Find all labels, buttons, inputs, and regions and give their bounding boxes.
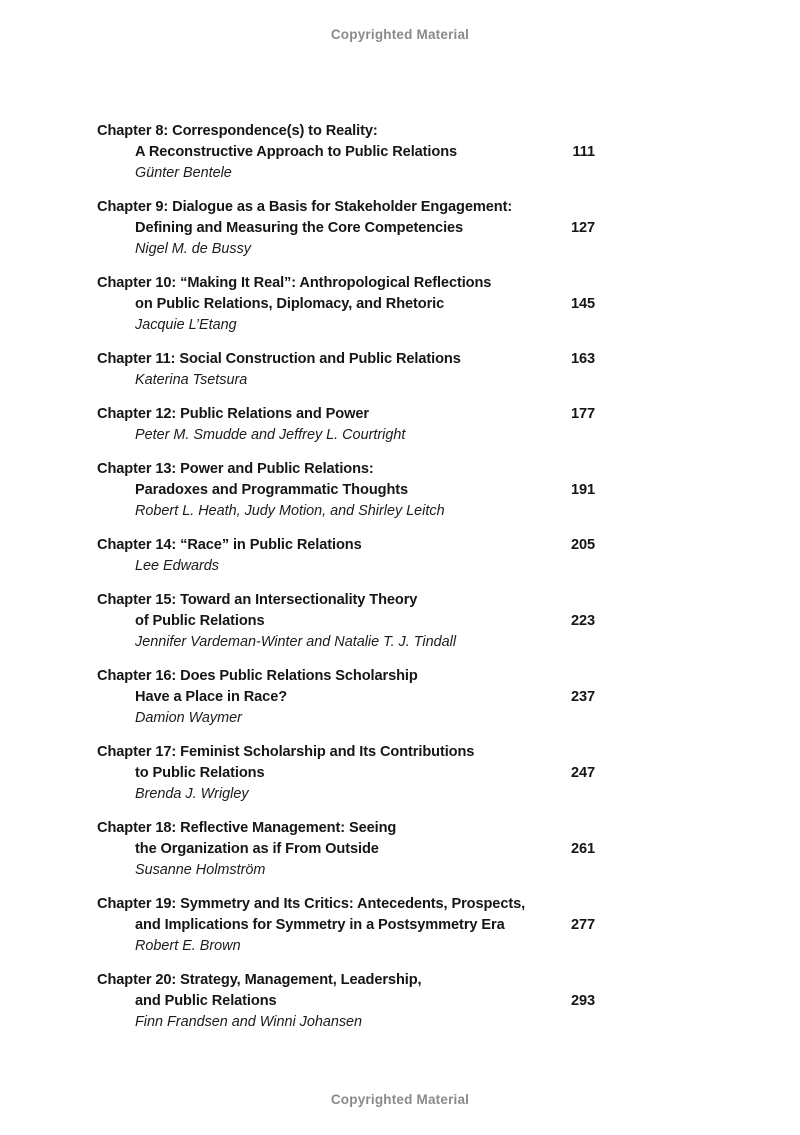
chapter-title-text: the Organization as if From Outside bbox=[135, 841, 379, 857]
toc-entry-title-line bbox=[97, 349, 595, 370]
toc-entry-title-line bbox=[97, 197, 595, 218]
toc-entry bbox=[97, 404, 595, 446]
toc-entry-title-line bbox=[97, 666, 595, 687]
chapter-title-text: to Public Relations bbox=[135, 765, 265, 781]
page-number: 111 bbox=[572, 144, 595, 160]
chapter-authors: Peter M. Smudde and Jeffrey L. Courtright bbox=[135, 427, 406, 443]
page-number: 261 bbox=[570, 841, 595, 857]
chapter-title-text: Chapter 15: Toward an Intersectionality Theory bbox=[97, 592, 418, 608]
chapter-authors: Finn Frandsen and Winni Johansen bbox=[135, 1014, 363, 1030]
chapter-authors: Nigel M. de Bussy bbox=[135, 241, 251, 257]
toc-entry bbox=[97, 197, 595, 260]
page-number: 163 bbox=[570, 351, 595, 367]
toc-entry-title-line bbox=[97, 218, 595, 239]
chapter-authors: Robert E. Brown bbox=[135, 938, 241, 954]
chapter-title-text: and Implications for Symmetry in a Postsymmetry Era bbox=[135, 917, 505, 933]
chapter-title-text: Chapter 12: Public Relations and Power bbox=[97, 406, 369, 422]
toc-entry-title-line bbox=[97, 459, 595, 480]
chapter-title-text: Defining and Measuring the Core Competencies bbox=[135, 220, 464, 236]
chapter-authors: Jacquie L’Etang bbox=[135, 317, 237, 333]
toc-entry-title-line bbox=[97, 611, 595, 632]
chapter-title-text: Chapter 13: Power and Public Relations: bbox=[97, 461, 374, 477]
chapter-authors: Jennifer Vardeman-Winter and Natalie T. J. Tindall bbox=[135, 634, 457, 650]
toc-entry-title-line bbox=[97, 294, 595, 315]
toc-entry-title-line bbox=[97, 687, 595, 708]
chapter-title-text: Chapter 20: Strategy, Management, Leadership, bbox=[97, 972, 422, 988]
chapter-title-text: Chapter 9: Dialogue as a Basis for Stakeholder Engagement: bbox=[97, 199, 513, 215]
page-number: 223 bbox=[570, 613, 595, 629]
toc-entry bbox=[97, 121, 595, 184]
chapter-authors: Damion Waymer bbox=[135, 710, 242, 726]
toc-entry-title-line bbox=[97, 818, 595, 839]
chapter-title-text: Chapter 14: “Race” in Public Relations bbox=[97, 537, 362, 553]
page-number: 191 bbox=[570, 482, 595, 498]
toc-entry bbox=[97, 349, 595, 391]
chapter-title-text: Chapter 10: “Making It Real”: Anthropological Reflections bbox=[97, 275, 492, 291]
toc-entry bbox=[97, 894, 595, 957]
toc-entry bbox=[97, 459, 595, 522]
toc-entry-title-line bbox=[97, 480, 595, 501]
chapter-authors: Günter Bentele bbox=[135, 165, 232, 181]
chapter-title-text: Have a Place in Race? bbox=[135, 689, 288, 705]
toc-entry-title-line bbox=[97, 273, 595, 294]
chapter-authors: Lee Edwards bbox=[135, 558, 219, 574]
toc-entry bbox=[97, 970, 595, 1033]
toc-entry bbox=[97, 742, 595, 805]
chapter-title-text: Chapter 16: Does Public Relations Scholarship bbox=[97, 668, 418, 684]
page-number: 277 bbox=[570, 917, 595, 933]
chapter-authors: Brenda J. Wrigley bbox=[135, 786, 249, 802]
toc-entry-title-line bbox=[97, 121, 595, 142]
toc-entry bbox=[97, 535, 595, 577]
copyright-notice-top: Copyrighted Material bbox=[330, 27, 470, 42]
toc-entry bbox=[97, 273, 595, 336]
chapter-title-text: Chapter 8: Correspondence(s) to Reality: bbox=[97, 123, 378, 139]
page-number: 177 bbox=[570, 406, 595, 422]
toc-entry-title-line bbox=[97, 535, 595, 556]
page-number: 145 bbox=[570, 296, 595, 312]
copyright-notice-bottom: Copyrighted Material bbox=[330, 1092, 470, 1107]
chapter-title-text: Chapter 18: Reflective Management: Seeing bbox=[97, 820, 397, 836]
toc-entry-title-line bbox=[97, 763, 595, 784]
chapter-title-text: and Public Relations bbox=[135, 993, 277, 1009]
page-number: 205 bbox=[570, 537, 595, 553]
toc-entry-title-line bbox=[97, 839, 595, 860]
chapter-authors: Susanne Holmström bbox=[135, 862, 266, 878]
toc-entry-title-line bbox=[97, 742, 595, 763]
page-number: 127 bbox=[570, 220, 595, 236]
toc-entry-title-line bbox=[97, 991, 595, 1012]
chapter-authors: Robert L. Heath, Judy Motion, and Shirley Leitch bbox=[135, 503, 445, 519]
toc-entry-title-line bbox=[97, 970, 595, 991]
chapter-title-text: Chapter 11: Social Construction and Public Relations bbox=[97, 351, 461, 367]
page-number: 237 bbox=[570, 689, 595, 705]
chapter-title-text: Paradoxes and Programmatic Thoughts bbox=[135, 482, 409, 498]
toc-entry-title-line bbox=[97, 404, 595, 425]
toc-entry bbox=[97, 590, 595, 653]
toc-entry-title-line bbox=[97, 915, 595, 936]
page-number: 293 bbox=[570, 993, 595, 1009]
toc-entry-title-line bbox=[97, 142, 595, 163]
page-number: 247 bbox=[570, 765, 595, 781]
table-of-contents bbox=[97, 121, 595, 1046]
chapter-title-text: of Public Relations bbox=[135, 613, 265, 629]
chapter-authors: Katerina Tsetsura bbox=[135, 372, 248, 388]
chapter-title-text: on Public Relations, Diplomacy, and Rhetoric bbox=[135, 296, 445, 312]
chapter-title-text: Chapter 19: Symmetry and Its Critics: Antecedents, Prospects, bbox=[97, 896, 526, 912]
toc-entry bbox=[97, 666, 595, 729]
chapter-title-text: Chapter 17: Feminist Scholarship and Its Contributions bbox=[97, 744, 475, 760]
toc-entry-title-line bbox=[97, 590, 595, 611]
chapter-title-text: A Reconstructive Approach to Public Relations bbox=[135, 144, 458, 160]
toc-entry bbox=[97, 818, 595, 881]
toc-entry-title-line bbox=[97, 894, 595, 915]
